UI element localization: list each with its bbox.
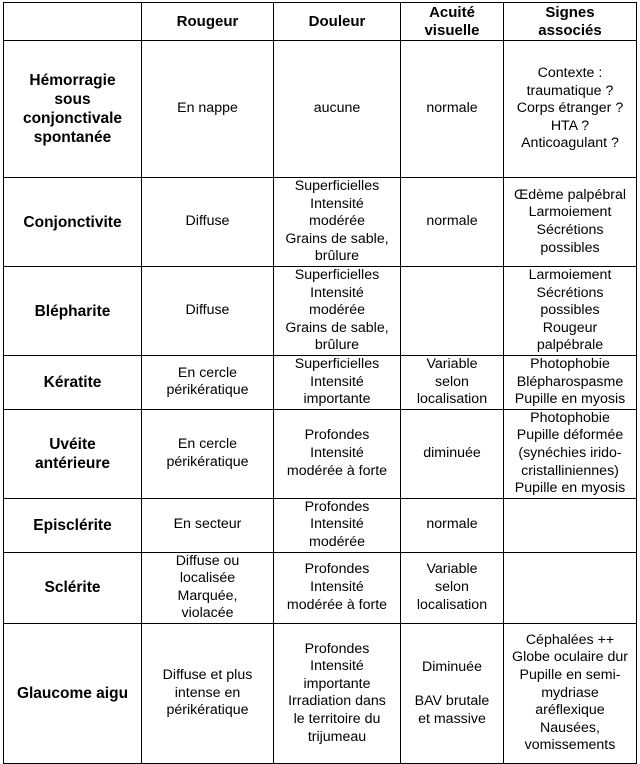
cell-signes-associes-line: (synéchies irido- bbox=[518, 444, 622, 461]
cell-douleur-line: importante bbox=[303, 391, 371, 408]
cell-douleur-line: Grains de sable, bbox=[285, 230, 389, 247]
cell-douleur-line: Intensité bbox=[310, 578, 364, 595]
table-row bbox=[4, 356, 637, 410]
row-condition-name-line: Conjonctivite bbox=[23, 213, 122, 231]
cell-douleur-line: modérée à forte bbox=[286, 596, 388, 613]
cell-signes-associes-line: aréflexique bbox=[535, 702, 605, 719]
cell-acuite-visuelle-line: localisation bbox=[416, 596, 488, 613]
cell-signes-associes-line: Larmoiement bbox=[528, 204, 612, 221]
row-condition-name-line: Kératite bbox=[43, 373, 102, 391]
cell-acuite-visuelle-line: et massive bbox=[418, 710, 486, 727]
cell-acuite-visuelle bbox=[401, 356, 504, 410]
cell-rougeur bbox=[142, 356, 274, 410]
row-condition-name-line: Glaucome aigu bbox=[16, 684, 129, 702]
table-row bbox=[4, 41, 637, 178]
cell-acuite-visuelle-line: Variable bbox=[426, 561, 478, 578]
cell-acuite-visuelle bbox=[401, 409, 504, 498]
cell-acuite-visuelle bbox=[401, 623, 504, 763]
cell-signes-associes-line: Sécrétions bbox=[536, 284, 604, 301]
cell-douleur-line: trijumeau bbox=[307, 728, 367, 745]
cell-signes-associes-line: possibles bbox=[540, 302, 600, 319]
row-condition-name bbox=[4, 623, 142, 763]
table-row bbox=[4, 409, 637, 498]
cell-signes-associes bbox=[504, 41, 637, 178]
cell-rougeur-line: En secteur bbox=[173, 516, 242, 533]
cell-rougeur-line: En nappe bbox=[177, 100, 238, 117]
header-signes-associes bbox=[504, 3, 637, 41]
cell-signes-associes bbox=[504, 623, 637, 763]
table-row bbox=[4, 552, 637, 623]
cell-douleur-line: Intensité bbox=[310, 373, 364, 390]
header-acuite-line: visuelle bbox=[424, 21, 480, 39]
header-corner-cell bbox=[4, 3, 142, 41]
cell-douleur-line: modérée à forte bbox=[286, 462, 388, 479]
header-signes-line: Signes bbox=[545, 3, 595, 21]
cell-acuite-visuelle-line: normale bbox=[426, 516, 478, 533]
header-signes-line: associés bbox=[538, 21, 602, 39]
cell-douleur-line: modérée bbox=[309, 533, 365, 550]
cell-signes-associes-line: Photophobie bbox=[530, 356, 610, 372]
header-rougeur bbox=[142, 3, 274, 41]
cell-rougeur bbox=[142, 178, 274, 267]
cell-rougeur bbox=[142, 267, 274, 356]
cell-douleur-line: Intensité bbox=[310, 444, 364, 461]
cell-signes-associes bbox=[504, 267, 637, 356]
cell-rougeur bbox=[142, 41, 274, 178]
cell-douleur-line: Intensité bbox=[310, 284, 364, 301]
cell-acuite-visuelle-line: normale bbox=[426, 213, 478, 230]
cell-signes-associes bbox=[504, 356, 637, 410]
table-body bbox=[4, 41, 637, 764]
row-condition-name bbox=[4, 498, 142, 552]
table-row bbox=[4, 623, 637, 763]
cell-douleur-line: brûlure bbox=[314, 248, 360, 265]
cell-douleur-line: Superficielles bbox=[294, 267, 380, 284]
row-condition-name-line: sous bbox=[54, 91, 91, 108]
cell-acuite-visuelle-line: normale bbox=[426, 100, 478, 117]
cell-signes-associes bbox=[504, 178, 637, 267]
cell-acuite-visuelle bbox=[401, 41, 504, 178]
cell-signes-associes-line: Larmoiement bbox=[528, 267, 612, 284]
cell-signes-associes-line: Sécrétions bbox=[536, 222, 604, 238]
cell-douleur bbox=[274, 41, 401, 178]
cell-douleur-line: importante bbox=[303, 675, 371, 692]
header-row bbox=[4, 3, 637, 41]
cell-acuite-visuelle-line: diminuée bbox=[423, 444, 481, 461]
table-row bbox=[4, 498, 637, 552]
cell-rougeur bbox=[142, 409, 274, 498]
cell-signes-associes-line: Pupille déformée bbox=[516, 427, 624, 444]
cell-signes-associes-line: Globe oculaire dur bbox=[512, 649, 628, 666]
cell-douleur-line: aucune bbox=[313, 100, 361, 117]
cell-signes-associes bbox=[504, 498, 637, 552]
row-condition-name-line: Hémorragie bbox=[29, 72, 116, 89]
cell-rougeur-line: périkératique bbox=[166, 453, 249, 470]
cell-signes-associes-line: Nausées, bbox=[540, 719, 600, 736]
cell-signes-associes bbox=[504, 552, 637, 623]
cell-acuite-visuelle-line bbox=[403, 676, 501, 693]
cell-acuite-visuelle bbox=[401, 552, 504, 623]
cell-douleur-line: Irradiation dans bbox=[288, 693, 386, 710]
cell-douleur-line: modérée bbox=[309, 213, 365, 230]
cell-signes-associes-line: traumatique ? bbox=[526, 82, 614, 99]
cell-acuite-visuelle-line: Diminuée bbox=[422, 658, 482, 675]
cell-signes-associes-line: Pupille en myosis bbox=[514, 391, 626, 408]
row-condition-name-line: Uvéite bbox=[49, 435, 96, 453]
cell-signes-associes-line: Pupille en myosis bbox=[514, 480, 626, 497]
cell-douleur-line: Profondes bbox=[304, 561, 370, 578]
cell-rougeur bbox=[142, 623, 274, 763]
cell-rougeur-line: Marquée, bbox=[177, 587, 238, 604]
cell-douleur-line: brûlure bbox=[314, 337, 360, 354]
cell-rougeur-line: En cercle bbox=[177, 436, 238, 453]
cell-douleur-line: Superficielles bbox=[294, 356, 380, 372]
row-condition-name-line: Episclérite bbox=[33, 516, 112, 534]
cell-douleur-line: modérée bbox=[309, 302, 365, 319]
cell-douleur bbox=[274, 267, 401, 356]
cell-signes-associes-line: Céphalées ++ bbox=[525, 631, 615, 648]
cell-douleur bbox=[274, 498, 401, 552]
cell-douleur bbox=[274, 409, 401, 498]
cell-acuite-visuelle bbox=[401, 267, 504, 356]
cell-signes-associes-line: Rougeur bbox=[542, 319, 598, 336]
header-acuite-visuelle bbox=[401, 3, 504, 41]
cell-rougeur bbox=[142, 552, 274, 623]
row-condition-name bbox=[4, 41, 142, 178]
row-condition-name-line: spontanée bbox=[33, 129, 112, 146]
cell-acuite-visuelle-line: selon bbox=[435, 373, 469, 390]
cell-signes-associes-line: Œdème palpébral bbox=[514, 186, 626, 203]
cell-acuite-visuelle bbox=[401, 178, 504, 267]
cell-signes-associes bbox=[504, 409, 637, 498]
red-eye-differential-table bbox=[3, 2, 637, 764]
cell-signes-associes-line: HTA ? bbox=[550, 117, 590, 134]
cell-douleur-line: Intensité bbox=[310, 516, 364, 533]
cell-douleur-line: Profondes bbox=[304, 640, 370, 657]
cell-signes-associes-line: Corps étranger ? bbox=[516, 100, 624, 117]
cell-douleur-line: Profondes bbox=[304, 498, 370, 515]
cell-acuite-visuelle bbox=[401, 498, 504, 552]
cell-douleur-line: le territoire du bbox=[293, 711, 381, 728]
cell-signes-associes-line: Blépharospasme bbox=[516, 373, 624, 390]
cell-signes-associes-line: mydriase bbox=[541, 684, 599, 701]
cell-rougeur bbox=[142, 498, 274, 552]
cell-signes-associes-line: Pupille en semi- bbox=[519, 667, 621, 684]
cell-acuite-visuelle-line: BAV brutale bbox=[414, 693, 490, 710]
row-condition-name-line: conjonctivale bbox=[22, 110, 123, 127]
row-condition-name-line: Sclérite bbox=[44, 579, 101, 597]
cell-douleur-line: Superficielles bbox=[294, 178, 380, 195]
cell-signes-associes-line: Photophobie bbox=[530, 409, 610, 426]
cell-douleur-line: Intensité bbox=[310, 658, 364, 675]
header-acuite-line: Acuité bbox=[429, 3, 475, 21]
row-condition-name bbox=[4, 356, 142, 410]
cell-douleur-line: Profondes bbox=[304, 427, 370, 444]
cell-douleur-line: Intensité bbox=[310, 195, 364, 212]
cell-signes-associes-line: cristalliniennes) bbox=[521, 462, 619, 479]
row-condition-name-line: antérieure bbox=[35, 454, 110, 472]
cell-rougeur-line: Diffuse ou bbox=[175, 552, 240, 569]
cell-douleur-line: Grains de sable, bbox=[285, 319, 389, 336]
header-rougeur-line: Rougeur bbox=[176, 12, 239, 30]
cell-acuite-visuelle-line: localisation bbox=[416, 391, 488, 408]
row-condition-name bbox=[4, 267, 142, 356]
cell-acuite-visuelle-line: Variable bbox=[426, 356, 478, 372]
cell-douleur bbox=[274, 178, 401, 267]
cell-signes-associes-line: possibles bbox=[540, 239, 600, 256]
cell-douleur bbox=[274, 623, 401, 763]
cell-rougeur-line: En cercle bbox=[177, 364, 238, 381]
cell-douleur bbox=[274, 552, 401, 623]
cell-signes-associes-line: vomissements bbox=[524, 737, 616, 754]
cell-rougeur-line: périkératique bbox=[166, 702, 249, 719]
cell-rougeur-line: intense en bbox=[174, 684, 241, 701]
row-condition-name bbox=[4, 178, 142, 267]
table-header bbox=[4, 3, 637, 41]
cell-douleur bbox=[274, 356, 401, 410]
cell-rougeur-line: Diffuse bbox=[185, 213, 230, 230]
row-condition-name bbox=[4, 409, 142, 498]
header-douleur bbox=[274, 3, 401, 41]
table-row bbox=[4, 178, 637, 267]
row-condition-name bbox=[4, 552, 142, 623]
cell-rougeur-line: Diffuse et plus bbox=[162, 667, 253, 684]
cell-rougeur-line: Diffuse bbox=[185, 302, 230, 319]
table-row bbox=[4, 267, 637, 356]
row-condition-name-line: Blépharite bbox=[34, 302, 111, 320]
cell-rougeur-line: localisée bbox=[179, 570, 236, 587]
cell-acuite-visuelle-line: selon bbox=[435, 578, 469, 595]
cell-signes-associes-line: Anticoagulant ? bbox=[521, 135, 619, 152]
header-douleur-line: Douleur bbox=[308, 12, 366, 30]
cell-rougeur-line: violacée bbox=[181, 605, 234, 622]
cell-signes-associes-line: palpébrale bbox=[536, 337, 604, 354]
cell-signes-associes-line: Contexte : bbox=[537, 65, 603, 82]
cell-rougeur-line: périkératique bbox=[166, 382, 249, 399]
